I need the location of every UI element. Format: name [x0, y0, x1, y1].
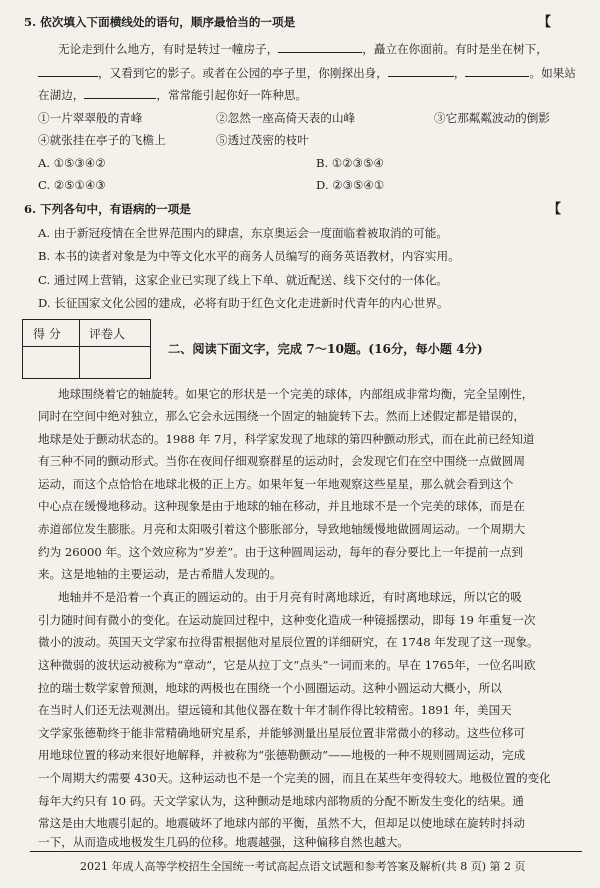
- q5-sentence-3: ③它那粼粼波动的倒影: [434, 111, 550, 125]
- q6-stem: 6. 下列各句中，有语病的一项是: [24, 202, 191, 216]
- q5-sentence-1: ①一片翠翠般的青峰: [38, 111, 143, 125]
- page-footer: 2021 年成人高等学校招生全国统一考试高起点语文试题和参考答案及解析(共 8 页) 第 2 页: [80, 860, 526, 873]
- q5-stem: 5. 依次填入下面横线处的语句，顺序最恰当的一项是: [24, 15, 296, 29]
- footer-divider: [30, 851, 582, 852]
- score-table-row-divider: [23, 346, 150, 347]
- q5-choice-d: D. ②③⑤④①: [316, 178, 385, 192]
- q5-choice-b: B. ①②③⑤④: [316, 156, 384, 170]
- reading-line-10: 地轴并不是沿着一个真正的圆运动的。由于月亮有时离地球近，有时离地球远，所以它的吸: [58, 590, 522, 604]
- q5-sentence-2: ②忽然一座高倚天表的山峰: [216, 111, 356, 125]
- q6-choice-d: D. 长征国家文化公园的建成，必将有助于红色文化走进新时代青年的内心世界。: [38, 296, 449, 310]
- reading-line-12: 微小的波动。英国天文学家布拉得雷根据他对星辰位置的详细研究，在 1748 年发现了这一现象。: [38, 635, 539, 649]
- reading-line-16: 文学家张德勒终于能非常精确地研究星系，并能够测量出星辰位置非常微小的移动。这些位移可: [38, 726, 525, 740]
- reading-line-19: 每年大约只有 10 码。天文学家认为，这种颤动是地球内部物质的分配不断发生变化的结果。通: [38, 794, 524, 808]
- q6-choice-a: A. 由于新冠疫情在全世界范围内的肆虐，东京奥运会一度面临着被取消的可能。: [38, 226, 448, 240]
- q5-passage-seg-6: 在湖边，: [38, 88, 85, 102]
- q5-passage-line-2: [38, 64, 576, 81]
- q5-passage-seg-3: ，又看到它的影子。或者在公园的亭子里，你刚探出身，: [98, 66, 388, 80]
- reading-line-6: 中心点在缓慢地移动。这种现象是由于地球的轴在移动，并且地球不是一个完美的球体，而是在: [38, 499, 525, 513]
- reading-line-9: 来。这是地轴的主要运动，是古希腊人发现的。: [38, 567, 282, 581]
- q5-passage-seg-1: 无论走到什么地方，有时是转过一幢房子，: [58, 42, 279, 56]
- reading-line-1: 地球围绕着它的轴旋转。如果它的形状是一个完美的球体，内部组成非常均衡，完全呈刚性，: [58, 387, 534, 401]
- reading-line-7: 赤道部位发生膨胀。月亮和太阳吸引着这个膨胀部分，导致地轴缓慢地做圆周运动。一个周期大: [38, 522, 525, 536]
- q5-blank-3: [388, 64, 454, 77]
- section2-heading: 二、阅读下面文字，完成 7～10题。(16分，每小题 4分): [168, 342, 483, 356]
- reading-line-21: 一下，从而造成地极发生几码的位移。地震越强，这种偏移自然也越大。: [38, 835, 410, 849]
- score-table: [22, 319, 151, 379]
- q5-passage-seg-5: 。如果站: [529, 66, 576, 80]
- q5-passage-seg-7: ，常常能引起你好一阵种思。: [156, 88, 308, 102]
- q5-sentence-4: ④就张挂在亭子的飞檐上: [38, 133, 166, 147]
- reading-line-3: 地球是处于颤动状态的。1988 年 7月，科学家发现了地球的第四种颤动形式，而在此前已经知道: [38, 432, 535, 446]
- q5-blank-5: [84, 86, 156, 99]
- reading-line-20: 常这是由大地震引起的。地震破坏了地球内部的平衡，虽然不大，但却足以使地球在旋转时抖动: [38, 816, 525, 830]
- reading-line-15: 在当时人们还无法观测出。望远镜和其他仪器在数十年才制作得比较精密。1891 年，美国天: [38, 703, 512, 717]
- reading-line-18: 一个周期大约需要 430天。这种运动也不是一个完美的圆，而且在某些年变得较大。地极位置的变化: [38, 771, 551, 785]
- reading-line-5: 运动，而这个点恰恰在地球北极的正上方。如果年复一年地观察这些星星，那么就会看到这个: [38, 477, 514, 491]
- score-table-col-divider: [79, 320, 80, 378]
- reading-line-17: 用地球位置的移动来很好地解释，并被称为“张德勒颤动”——地极的一种不规则圆周运动，完成: [38, 748, 526, 762]
- reading-line-14: 拉的瑞士数学家曾预测，地球的两极也在围绕一个小圆圈运动。这种小圆运动大概小，所以: [38, 681, 502, 695]
- q5-blank-4: [465, 64, 529, 77]
- q6-choice-b: B. 本书的读者对象是为中等文化水平的商务人员编写的商务英语教材，内容实用。: [38, 249, 460, 263]
- q5-choice-c: C. ②⑤①④③: [38, 178, 106, 192]
- q6-choice-c: C. 通过网上营销，这家企业已实现了线上下单、就近配送、线下交付的一体化。: [38, 273, 449, 287]
- reading-line-4: 有三种不同的颤动形式。当你在夜间仔细观察群星的运动时，会发现它们在空中围绕一点做圆周: [38, 454, 525, 468]
- q6-answer-bracket: 【: [548, 202, 562, 217]
- score-label: 得 分: [33, 327, 61, 341]
- reading-line-13: 这种微弱的波状运动被称为“章动”，它是从拉丁文“点头”一词而来的。早在 1765年，一位名叫欧: [38, 658, 536, 672]
- q5-passage-line-1: [58, 40, 548, 57]
- q5-passage-seg-4: ，: [453, 66, 466, 80]
- reading-line-11: 引力随时间有微小的变化。在运动旋回过程中，这种变化造成一种镜摇摆动，即每 19 年重复一次: [38, 613, 536, 627]
- reading-line-2: 同时在空间中绝对独立，那么它会永远围绕一个固定的轴旋转下去。然而上述假定都是错误的，: [38, 409, 525, 423]
- q5-blank-2: [38, 64, 98, 77]
- q5-passage-line-3: [38, 86, 307, 103]
- reading-line-8: 约为 26000 年。这个效应称为“岁差”。由于这种圆周运动，每年的春分要比上一年提前一点到: [38, 545, 524, 559]
- q5-blank-1: [278, 40, 362, 53]
- q5-answer-bracket: 【: [538, 15, 552, 30]
- q5-sentence-5: ⑤透过茂密的枝叶: [216, 133, 309, 147]
- q5-choice-a: A. ①⑤③④②: [38, 156, 106, 170]
- q5-passage-seg-2: ，矗立在你面前。有时是坐在树下，: [362, 42, 548, 56]
- grader-label: 评卷人: [89, 327, 126, 341]
